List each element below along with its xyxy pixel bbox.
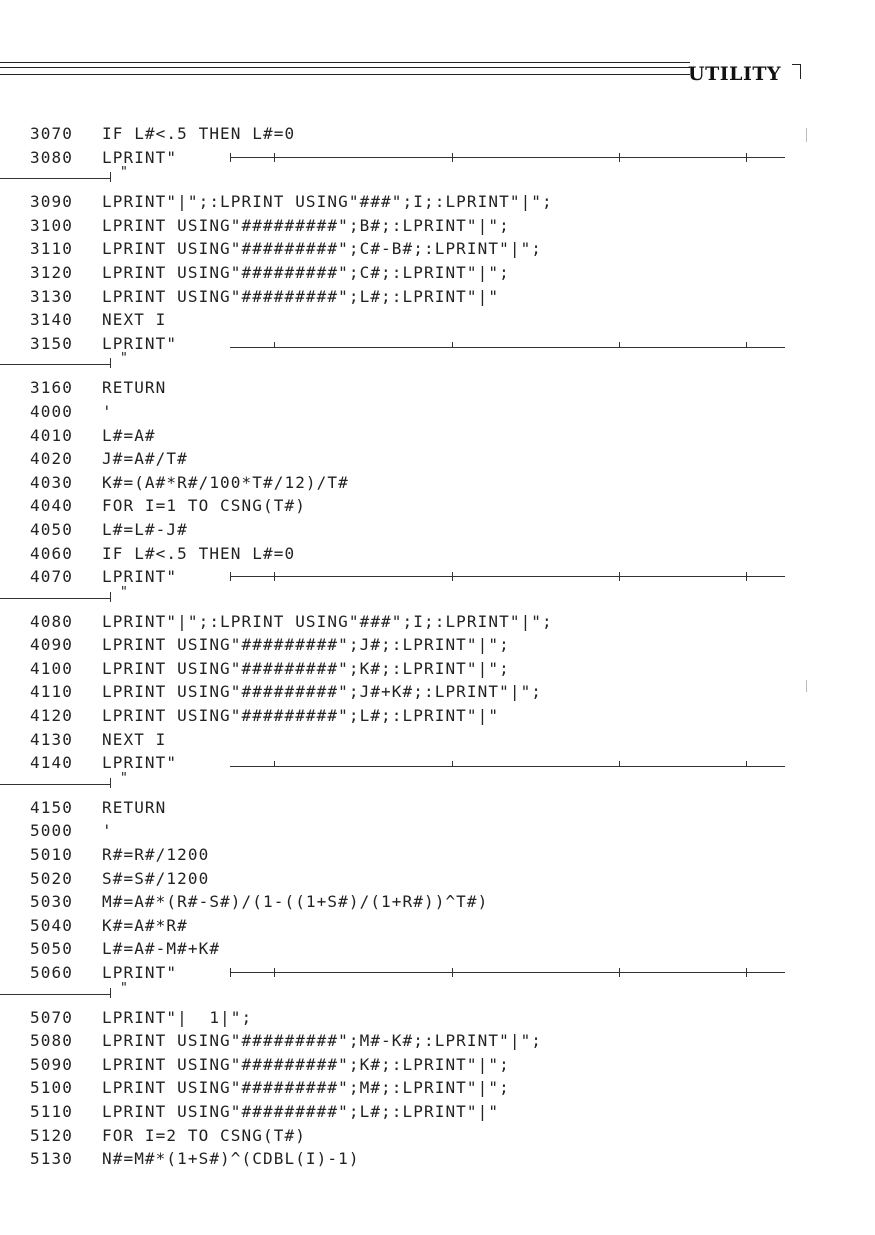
box-tick: [619, 572, 620, 581]
line-number: 5050: [30, 939, 73, 959]
program-listing: [30, 122, 800, 1171]
code-line: [30, 890, 800, 914]
box-drawing-lead: [0, 784, 110, 785]
line-number: 3090: [30, 192, 73, 212]
box-drawing-top: [230, 576, 785, 577]
wrapped-continuation: [30, 770, 800, 796]
closing-quote: ": [120, 770, 128, 786]
line-number: 5000: [30, 821, 73, 841]
line-number: 4080: [30, 611, 73, 631]
box-tick: [452, 572, 453, 581]
code-line: [30, 376, 800, 400]
code-text: L#=L#-J#: [102, 519, 188, 539]
box-tick: [619, 153, 620, 162]
line-number: 4010: [30, 425, 73, 445]
code-text: NEXT I: [102, 729, 167, 749]
box-tick: [452, 968, 453, 977]
code-line: [30, 751, 800, 775]
box-tick: [619, 761, 620, 767]
code-line: [30, 1053, 800, 1077]
box-tick: [274, 968, 275, 977]
line-number: 4000: [30, 401, 73, 421]
closing-quote: ": [120, 584, 128, 600]
line-number: 4070: [30, 567, 73, 587]
code-line: [30, 1147, 800, 1171]
code-text: LPRINT": [102, 963, 178, 982]
code-text: LPRINT USING"#########";B#;:LPRINT"|";: [102, 215, 510, 235]
box-drawing-top: [230, 972, 785, 973]
line-number: 5060: [30, 963, 73, 982]
line-number: 3080: [30, 147, 73, 167]
code-line: [30, 728, 800, 752]
line-number: 5130: [30, 1149, 73, 1169]
code-text: L#=A#-M#+K#: [102, 939, 221, 959]
line-number: 3100: [30, 215, 73, 235]
box-tick: [619, 968, 620, 977]
wrapped-continuation: [30, 584, 800, 610]
code-line: [30, 843, 800, 867]
page-header-title: UTILITY: [688, 63, 782, 85]
box-tick: [452, 153, 453, 162]
box-drawing-lead: [0, 364, 110, 365]
code-line: [30, 122, 800, 146]
code-text: N#=M#*(1+S#)^(CDBL(I)-1): [102, 1149, 360, 1169]
code-text: FOR I=1 TO CSNG(T#): [102, 496, 306, 516]
line-number: 5090: [30, 1054, 73, 1074]
box-drawing-lead: [0, 598, 110, 599]
code-line: [30, 285, 800, 309]
code-line: [30, 424, 800, 448]
code-line: [30, 1029, 800, 1053]
line-number: 4100: [30, 658, 73, 678]
line-number: 4150: [30, 797, 73, 817]
line-number: 3160: [30, 378, 73, 398]
code-text: LPRINT"|";:LPRINT USING"###";I;:LPRINT"|";: [102, 611, 553, 631]
header-rule-lower: [0, 74, 690, 75]
line-number: 5100: [30, 1078, 73, 1098]
line-number: 4140: [30, 753, 73, 773]
code-text: LPRINT USING"#########";J#+K#;:LPRINT"|";: [102, 682, 543, 702]
code-text: J#=A#/T#: [102, 449, 188, 469]
line-number: 5080: [30, 1031, 73, 1051]
code-line: [30, 471, 800, 495]
box-tick: [746, 342, 747, 348]
code-line: [30, 680, 800, 704]
code-text: L#=A#: [102, 425, 156, 445]
line-number: 5010: [30, 845, 73, 865]
wrapped-continuation: [30, 165, 800, 190]
code-line: [30, 914, 800, 938]
line-number: 5110: [30, 1101, 73, 1121]
line-number: 4040: [30, 496, 73, 516]
wrapped-continuation: [30, 980, 800, 1006]
code-line: [30, 190, 800, 214]
margin-mark: [806, 680, 807, 692]
line-number: 4110: [30, 682, 73, 702]
box-tick: [274, 342, 275, 348]
line-number: 4130: [30, 729, 73, 749]
code-text: LPRINT USING"#########";M#;:LPRINT"|";: [102, 1078, 510, 1098]
code-text: FOR I=2 TO CSNG(T#): [102, 1125, 306, 1145]
wrapped-continuation: [30, 351, 800, 376]
box-drawing-corner: [110, 778, 111, 788]
code-text: RETURN: [102, 378, 167, 398]
line-number: 5020: [30, 868, 73, 888]
box-tick: [230, 153, 231, 162]
code-text: LPRINT": [102, 567, 178, 587]
code-text: IF L#<.5 THEN L#=0: [102, 543, 296, 563]
code-line: [30, 1076, 800, 1100]
code-text: LPRINT USING"#########";K#;:LPRINT"|";: [102, 1054, 510, 1074]
code-text: LPRINT USING"#########";L#;:LPRINT"|": [102, 286, 500, 306]
code-line: [30, 1100, 800, 1124]
box-tick: [274, 572, 275, 581]
code-line: [30, 237, 800, 261]
closing-quote: ": [120, 980, 128, 996]
code-text: LPRINT USING"#########";J#;:LPRINT"|";: [102, 635, 510, 655]
box-drawing-corner: [110, 172, 111, 182]
code-line: [30, 400, 800, 424]
line-number: 5040: [30, 915, 73, 935]
box-tick: [746, 761, 747, 767]
box-tick: [746, 572, 747, 581]
code-line: [30, 1006, 800, 1030]
code-line: [30, 494, 800, 518]
code-text: IF L#<.5 THEN L#=0: [102, 124, 296, 143]
code-line: [30, 261, 800, 285]
line-number: 5120: [30, 1125, 73, 1145]
line-number: 3130: [30, 286, 73, 306]
code-text: LPRINT USING"#########";L#;:LPRINT"|": [102, 706, 500, 726]
code-text: R#=R#/1200: [102, 845, 210, 865]
code-line: [30, 518, 800, 542]
box-drawing-bottom: [230, 766, 785, 767]
code-text: ': [102, 401, 113, 421]
box-drawing-lead: [0, 178, 110, 179]
box-drawing-lead: [0, 994, 110, 995]
box-drawing-top: [230, 157, 785, 158]
code-text: ': [102, 821, 113, 841]
code-line: [30, 937, 800, 961]
code-text: LPRINT": [102, 147, 178, 167]
code-text: K#=(A#*R#/100*T#/12)/T#: [102, 472, 349, 492]
closing-quote: ": [120, 165, 128, 181]
line-number: 3110: [30, 239, 73, 259]
line-number: 4050: [30, 519, 73, 539]
code-line: [30, 657, 800, 681]
line-number: 3140: [30, 310, 73, 330]
code-text: LPRINT"| 1|";: [102, 1007, 253, 1027]
code-line: [30, 704, 800, 728]
line-number: 4030: [30, 472, 73, 492]
line-number: 5070: [30, 1007, 73, 1027]
line-number: 4020: [30, 449, 73, 469]
code-text: LPRINT USING"#########";M#-K#;:LPRINT"|";: [102, 1031, 543, 1051]
header-corner-mark: [792, 64, 801, 79]
code-text: LPRINT": [102, 333, 178, 353]
line-number: 5030: [30, 892, 73, 912]
code-line: [30, 332, 800, 356]
line-number: 3120: [30, 262, 73, 282]
closing-quote: ": [120, 351, 128, 367]
box-tick: [230, 968, 231, 977]
code-text: NEXT I: [102, 310, 167, 330]
box-tick: [452, 342, 453, 348]
code-text: M#=A#*(R#-S#)/(1-((1+S#)/(1+R#))^T#): [102, 892, 489, 912]
code-text: LPRINT"|";:LPRINT USING"###";I;:LPRINT"|";: [102, 192, 553, 212]
box-tick: [230, 572, 231, 581]
box-drawing-bottom: [230, 347, 785, 348]
box-drawing-corner: [110, 358, 111, 368]
code-text: LPRINT USING"#########";C#;:LPRINT"|";: [102, 262, 510, 282]
code-line: [30, 819, 800, 843]
code-text: LPRINT USING"#########";L#;:LPRINT"|": [102, 1101, 500, 1121]
line-number: 4090: [30, 635, 73, 655]
code-line: [30, 565, 800, 589]
code-line: [30, 146, 800, 170]
code-text: LPRINT": [102, 753, 178, 773]
code-line: [30, 867, 800, 891]
box-tick: [746, 153, 747, 162]
code-line: [30, 308, 800, 332]
box-tick: [452, 761, 453, 767]
box-tick: [619, 342, 620, 348]
line-number: 3070: [30, 124, 73, 143]
box-tick: [274, 153, 275, 162]
code-line: [30, 633, 800, 657]
code-text: LPRINT USING"#########";C#-B#;:LPRINT"|";: [102, 239, 543, 259]
line-number: 4120: [30, 706, 73, 726]
code-line: [30, 961, 800, 985]
margin-mark: [806, 128, 807, 142]
code-line: [30, 796, 800, 820]
line-number: 3150: [30, 333, 73, 353]
box-tick: [274, 761, 275, 767]
code-line: [30, 542, 800, 566]
code-line: [30, 1124, 800, 1148]
box-drawing-corner: [110, 988, 111, 998]
code-line: [30, 610, 800, 634]
code-line: [30, 214, 800, 238]
line-number: 4060: [30, 543, 73, 563]
code-text: LPRINT USING"#########";K#;:LPRINT"|";: [102, 658, 510, 678]
box-drawing-corner: [110, 592, 111, 602]
code-text: S#=S#/1200: [102, 868, 210, 888]
code-line: [30, 447, 800, 471]
code-text: RETURN: [102, 797, 167, 817]
box-tick: [746, 968, 747, 977]
code-text: K#=A#*R#: [102, 915, 188, 935]
header-rule: [0, 62, 690, 68]
